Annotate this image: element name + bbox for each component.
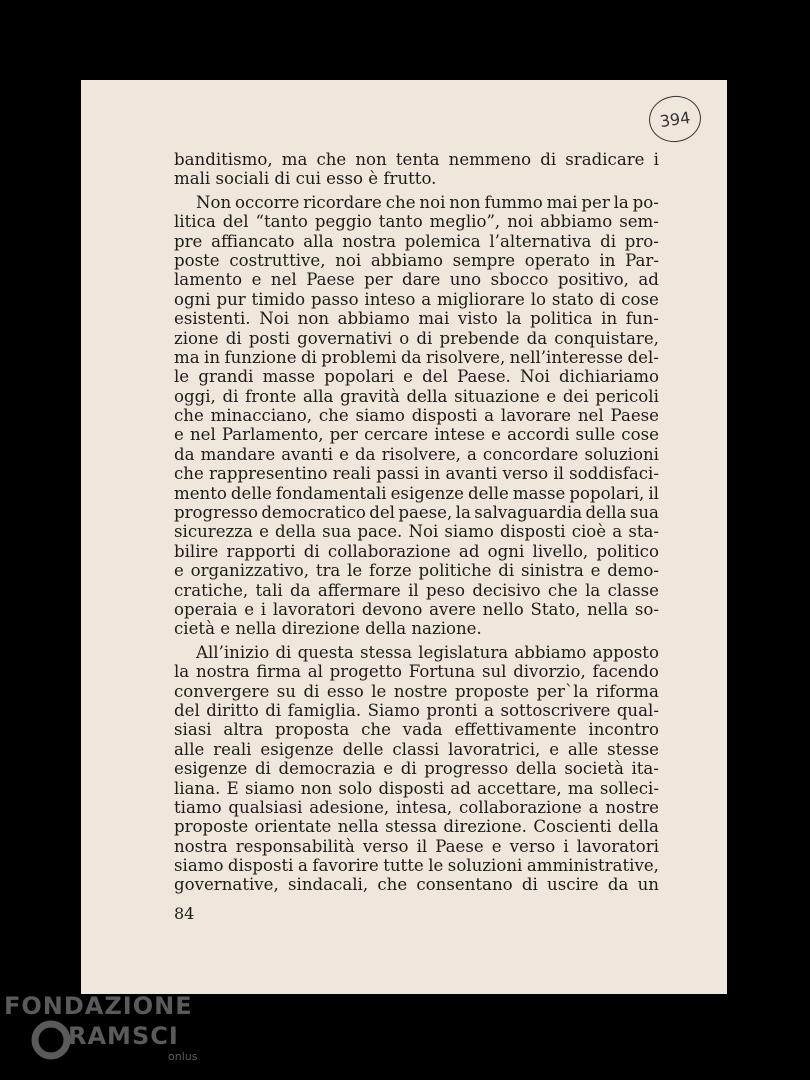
text-line: siamo disposti a favorire tutte le soluzioni amministrative, — [174, 856, 659, 876]
text-line: sicurezza e della sua pace. Noi siamo disposti cioè a sta- — [174, 522, 659, 542]
text-line: lamento e nel Paese per dare uno sbocco positivo, ad — [174, 270, 659, 290]
stamp-number: 394 — [658, 107, 692, 131]
body-text — [174, 150, 659, 895]
text-line: cratiche, tali da affermare il peso decisivo che la classe — [174, 580, 659, 600]
document-page — [81, 80, 727, 994]
text-line: ogni pur timido passo inteso a migliorare lo stato di cose — [174, 289, 659, 309]
text-line: mali sociali di cui esso è frutto. — [174, 169, 437, 189]
text-line: poste costruttive, noi abbiamo sempre operato in Par- — [174, 250, 659, 270]
text-line: e organizzativo, tra le forze politiche di sinistra e demo- — [174, 561, 659, 581]
text-line: che rappresentino reali passi in avanti verso il soddisfaci- — [174, 464, 659, 484]
text-line: All’inizio di questa stessa legislatura abbiamo apposto — [196, 642, 659, 662]
text-line: le grandi masse popolari e del Paese. Noi dichiariamo — [174, 367, 659, 387]
text-line: zione di posti governativi o di prebende da conquistare, — [174, 328, 659, 348]
logo-g-icon — [35, 1024, 67, 1056]
text-line: bilire rapporti di collaborazione ad ogni livello, politico — [174, 541, 659, 561]
text-line: del diritto di famiglia. Siamo pronti a sottoscrivere qual- — [174, 700, 659, 720]
text-line: oggi, di fronte alla gravità della situazione e dei pericoli — [174, 386, 659, 406]
text-line: la nostra firma al progetto Fortuna sul divorzio, facendo — [174, 662, 659, 682]
logo-line-1: FONDAZIONE — [4, 992, 193, 1020]
text-line: litica del “tanto peggio tanto meglio”, noi abbiamo sem- — [174, 212, 659, 232]
text-line: esistenti. Noi non abbiamo mai visto la politica in fun- — [174, 309, 659, 329]
text-line: proposte orientate nella stessa direzione. Coscienti della — [174, 817, 659, 837]
text-line: banditismo, ma che non tenta nemmeno di sradicare i — [174, 150, 659, 169]
text-line: tiamo qualsiasi adesione, intesa, collaborazione a nostre — [174, 797, 659, 817]
text-line: e nel Parlamento, per cercare intese e accordi sulle cose — [174, 425, 659, 445]
text-line: liana. E siamo non solo disposti ad accettare, ma solleci- — [174, 778, 659, 798]
paragraph — [174, 643, 659, 895]
text-line: cietà e nella direzione della nazione. — [174, 619, 482, 639]
text-line: che minacciano, che siamo disposti a lavorare nel Paese — [174, 406, 659, 426]
logo-line-2: RAMSCI — [68, 1022, 179, 1050]
text-line: convergere su di esso le nostre proposte per`la riforma — [174, 681, 659, 701]
text-line: siasi altra proposta che vada effettivamente incontro — [174, 720, 659, 740]
text-line: progresso democratico del paese, la salvaguardia della sua — [174, 503, 659, 523]
logo-suffix: onlus — [168, 1050, 198, 1063]
text-line: operaia e i lavoratori devono avere nello Stato, nella so- — [174, 599, 659, 619]
text-line: mento delle fondamentali esigenze delle masse popolari, il — [174, 483, 659, 503]
paragraph — [174, 150, 659, 189]
archive-stamp — [646, 93, 704, 146]
text-line: governative, sindacali, che consentano di uscire da un — [174, 875, 659, 895]
text-line: Non occorre ricordare che noi non fummo mai per la po- — [196, 192, 659, 212]
paragraph — [174, 193, 659, 639]
text-line: nostra responsabilità verso il Paese e verso i lavoratori — [174, 836, 659, 856]
text-line: pre affiancato alla nostra polemica l’alternativa di pro- — [174, 231, 659, 251]
text-line: esigenze di democrazia e di progresso della società ita- — [174, 759, 659, 779]
text-line: ma in funzione di problemi da risolvere, nell’interesse del- — [174, 347, 659, 367]
page-number: 84 — [174, 904, 195, 923]
text-line: da mandare avanti e da risolvere, a concordare soluzioni — [174, 444, 659, 464]
fondazione-gramsci-logo — [4, 992, 204, 1072]
text-line: alle reali esigenze delle classi lavoratrici, e alle stesse — [174, 739, 659, 759]
